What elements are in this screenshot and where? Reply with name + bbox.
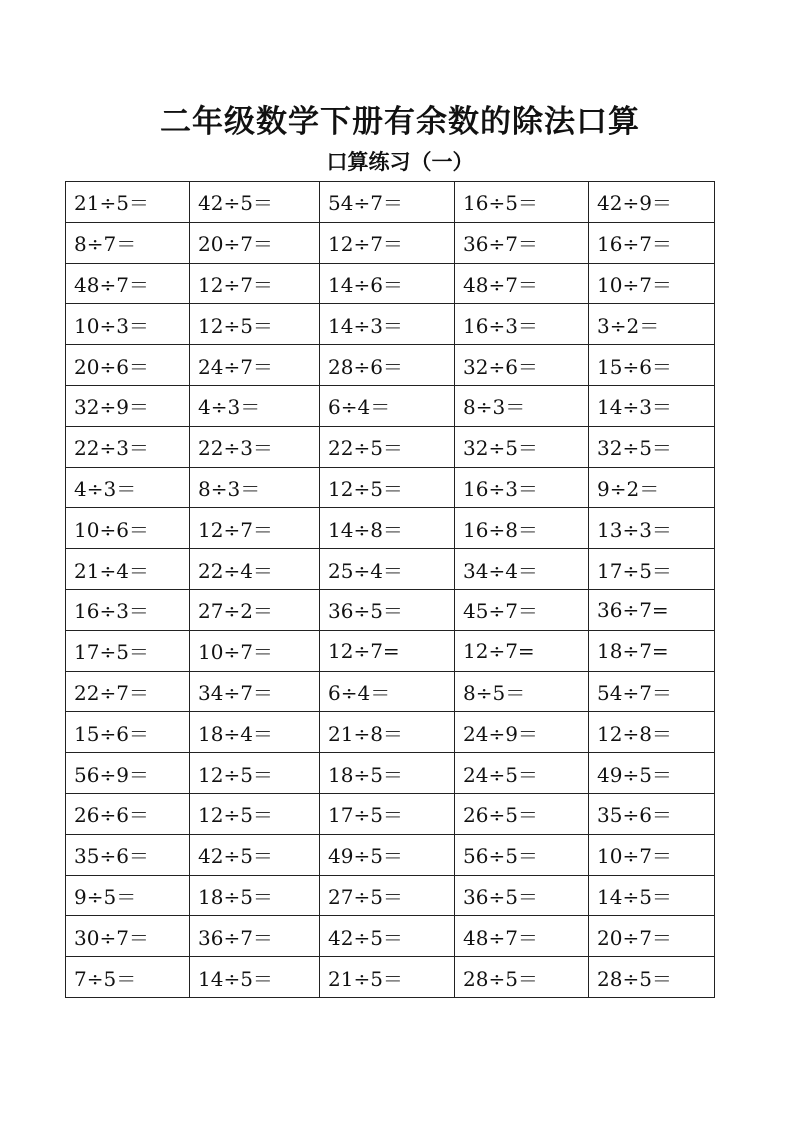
- exercise-cell: 22÷3＝: [66, 426, 190, 467]
- exercise-cell: 42÷5＝: [190, 834, 320, 875]
- table-row: [66, 916, 715, 957]
- exercise-cell: 16÷3＝: [455, 304, 589, 345]
- table-row: [66, 753, 715, 794]
- table-row: [66, 834, 715, 875]
- table-row: [66, 508, 715, 549]
- exercise-cell: 26÷5＝: [455, 793, 589, 834]
- table-row: [66, 385, 715, 426]
- exercise-cell: 4÷3＝: [66, 467, 190, 508]
- table-row: [66, 671, 715, 712]
- exercise-cell: 10÷7＝: [589, 263, 715, 304]
- exercise-cell: 27÷5＝: [320, 875, 455, 916]
- exercise-table: [65, 181, 715, 998]
- exercise-cell: 14÷3＝: [589, 385, 715, 426]
- exercise-cell: 17÷5＝: [320, 793, 455, 834]
- exercise-cell: 18÷5＝: [190, 875, 320, 916]
- exercise-cell: 12÷7=: [320, 630, 455, 671]
- exercise-cell: 22÷4＝: [190, 549, 320, 590]
- exercise-cell: 24÷7＝: [190, 345, 320, 386]
- exercise-cell: 16÷7＝: [589, 222, 715, 263]
- exercise-cell: 20÷6＝: [66, 345, 190, 386]
- exercise-cell: 17÷5＝: [66, 630, 190, 671]
- exercise-cell: 48÷7＝: [455, 916, 589, 957]
- page-title: 二年级数学下册有余数的除法口算: [160, 104, 640, 140]
- exercise-cell: 4÷3＝: [190, 385, 320, 426]
- exercise-cell: 21÷5＝: [66, 182, 190, 223]
- exercise-cell: 10÷7＝: [589, 834, 715, 875]
- exercise-cell: 20÷7＝: [589, 916, 715, 957]
- exercise-cell: 42÷9＝: [589, 182, 715, 223]
- exercise-cell: 56÷5＝: [455, 834, 589, 875]
- exercise-cell: 36÷5＝: [455, 875, 589, 916]
- exercise-cell: 49÷5＝: [320, 834, 455, 875]
- exercise-cell: 12÷5＝: [190, 304, 320, 345]
- exercise-cell: 12÷5＝: [190, 793, 320, 834]
- exercise-cell: 12÷7＝: [190, 263, 320, 304]
- exercise-cell: 42÷5＝: [320, 916, 455, 957]
- exercise-cell: 9÷2＝: [589, 467, 715, 508]
- exercise-cell: 21÷8＝: [320, 712, 455, 753]
- exercise-cell: 14÷8＝: [320, 508, 455, 549]
- exercise-cell: 28÷6＝: [320, 345, 455, 386]
- table-row: [66, 467, 715, 508]
- table-row: [66, 875, 715, 916]
- exercise-cell: 15÷6＝: [589, 345, 715, 386]
- exercise-cell: 14÷5＝: [589, 875, 715, 916]
- exercise-cell: 22÷5＝: [320, 426, 455, 467]
- exercise-cell: 36÷5＝: [320, 589, 455, 630]
- exercise-cell: 16÷3＝: [455, 467, 589, 508]
- table-row: [66, 426, 715, 467]
- exercise-cell: 35÷6＝: [66, 834, 190, 875]
- table-row: [66, 957, 715, 998]
- exercise-cell: 18÷7=: [589, 630, 715, 671]
- exercise-cell: 16÷3＝: [66, 589, 190, 630]
- exercise-cell: 25÷4＝: [320, 549, 455, 590]
- exercise-cell: 7÷5＝: [66, 957, 190, 998]
- table-row: [66, 589, 715, 630]
- exercise-cell: 6÷4＝: [320, 671, 455, 712]
- exercise-cell: 8÷5＝: [455, 671, 589, 712]
- exercise-cell: 3÷2＝: [589, 304, 715, 345]
- exercise-cell: 45÷7＝: [455, 589, 589, 630]
- table-row: [66, 630, 715, 671]
- exercise-cell: 32÷5＝: [455, 426, 589, 467]
- exercise-cell: 12÷5＝: [320, 467, 455, 508]
- exercise-cell: 14÷5＝: [190, 957, 320, 998]
- exercise-cell: 32÷6＝: [455, 345, 589, 386]
- page-subtitle: 口算练习（一）: [326, 149, 474, 174]
- exercise-cell: 13÷3＝: [589, 508, 715, 549]
- exercise-cell: 21÷5＝: [320, 957, 455, 998]
- exercise-cell: 8÷7＝: [66, 222, 190, 263]
- exercise-cell: 14÷6＝: [320, 263, 455, 304]
- exercise-cell: 17÷5＝: [589, 549, 715, 590]
- exercise-cell: 21÷4＝: [66, 549, 190, 590]
- exercise-cell: 27÷2＝: [190, 589, 320, 630]
- exercise-cell: 18÷5＝: [320, 753, 455, 794]
- table-row: [66, 712, 715, 753]
- exercise-cell: 28÷5＝: [455, 957, 589, 998]
- exercise-cell: 24÷9＝: [455, 712, 589, 753]
- exercise-cell: 10÷7＝: [190, 630, 320, 671]
- exercise-cell: 8÷3＝: [455, 385, 589, 426]
- table-row: [66, 182, 715, 223]
- exercise-cell: 54÷7＝: [320, 182, 455, 223]
- exercise-cell: 18÷4＝: [190, 712, 320, 753]
- exercise-cell: 12÷7＝: [320, 222, 455, 263]
- exercise-cell: 10÷3＝: [66, 304, 190, 345]
- exercise-cell: 34÷7＝: [190, 671, 320, 712]
- exercise-cell: 36÷7=: [589, 589, 715, 630]
- exercise-cell: 22÷3＝: [190, 426, 320, 467]
- exercise-cell: 30÷7＝: [66, 916, 190, 957]
- exercise-cell: 6÷4＝: [320, 385, 455, 426]
- exercise-cell: 42÷5＝: [190, 182, 320, 223]
- exercise-cell: 12÷5＝: [190, 753, 320, 794]
- table-row: [66, 263, 715, 304]
- exercise-cell: 54÷7＝: [589, 671, 715, 712]
- exercise-cell: 8÷3＝: [190, 467, 320, 508]
- exercise-cell: 36÷7＝: [190, 916, 320, 957]
- exercise-table-body: [66, 182, 715, 998]
- table-row: [66, 304, 715, 345]
- exercise-cell: 20÷7＝: [190, 222, 320, 263]
- exercise-cell: 14÷3＝: [320, 304, 455, 345]
- exercise-cell: 36÷7＝: [455, 222, 589, 263]
- exercise-cell: 48÷7＝: [66, 263, 190, 304]
- exercise-cell: 9÷5＝: [66, 875, 190, 916]
- table-row: [66, 793, 715, 834]
- table-row: [66, 345, 715, 386]
- exercise-cell: 49÷5＝: [589, 753, 715, 794]
- exercise-cell: 24÷5＝: [455, 753, 589, 794]
- exercise-cell: 15÷6＝: [66, 712, 190, 753]
- exercise-cell: 28÷5＝: [589, 957, 715, 998]
- exercise-cell: 10÷6＝: [66, 508, 190, 549]
- exercise-cell: 32÷9＝: [66, 385, 190, 426]
- exercise-cell: 26÷6＝: [66, 793, 190, 834]
- exercise-cell: 12÷8＝: [589, 712, 715, 753]
- exercise-cell: 22÷7＝: [66, 671, 190, 712]
- exercise-cell: 16÷5＝: [455, 182, 589, 223]
- exercise-cell: 35÷6＝: [589, 793, 715, 834]
- table-row: [66, 222, 715, 263]
- exercise-cell: 16÷8＝: [455, 508, 589, 549]
- exercise-cell: 12÷7＝: [190, 508, 320, 549]
- exercise-cell: 12÷7=: [455, 630, 589, 671]
- exercise-cell: 56÷9＝: [66, 753, 190, 794]
- table-row: [66, 549, 715, 590]
- exercise-cell: 48÷7＝: [455, 263, 589, 304]
- exercise-cell: 34÷4＝: [455, 549, 589, 590]
- exercise-cell: 32÷5＝: [589, 426, 715, 467]
